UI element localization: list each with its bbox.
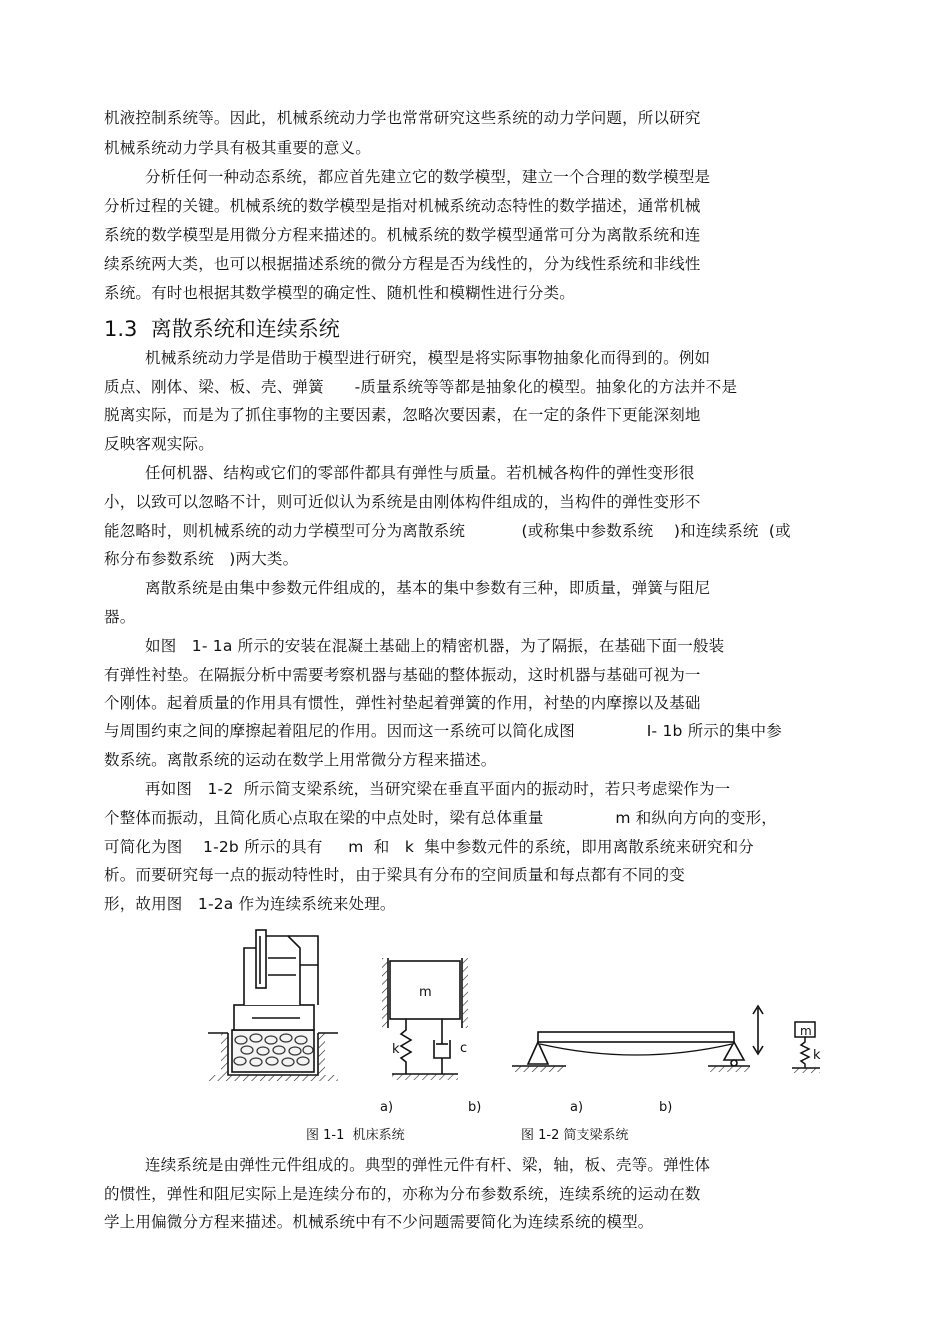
text-line: 形，故用图 1-2a 作为连续系统来处理。 <box>104 895 396 913</box>
text-line: 析。而要研究每一点的振动特性时，由于梁具有分布的空间质量和每点都有不同的变 <box>104 866 685 884</box>
text-line: 离散系统是由集中参数元件组成的，基本的集中参数有三种，即质量，弹簧与阻尼 <box>104 579 711 597</box>
text-line: 如图 1- 1a 所示的安装在混凝土基础上的精密机器，为了隔振，在基础下面一般装 <box>104 637 725 655</box>
text-line: 与周围约束之间的摩擦起着阻尼的作用。因而这一系统可以简化成图 I- 1b 所示的集中参 <box>104 722 782 740</box>
machine-tool-drawing <box>208 930 338 1081</box>
text-line: 个整体而振动，且简化质心点取在梁的中点处时，梁有总体重量 m 和纵向方向的变形， <box>104 809 778 827</box>
sublabel-1-1b: b) <box>468 1100 482 1115</box>
simply-supported-beam-drawing <box>512 1006 763 1072</box>
section-heading: 1.3 离散系统和连续系统 <box>104 317 340 341</box>
figure-caption-1-1: 图 1-1 机床系统 <box>306 1128 405 1143</box>
text-line: 系统的数学模型是用微分方程来描述的。机械系统的数学模型通常可分为离散系统和连 <box>104 226 701 244</box>
sublabel-1-2b: b) <box>659 1100 673 1115</box>
sublabel-1-1a: a) <box>380 1100 394 1115</box>
text-line: 能忽略时，则机械系统的动力学模型可分为离散系统 (或称集中参数系统 )和连续系统 (或 <box>104 522 791 540</box>
text-line: 脱离实际，而是为了抓住事物的主要因素，忽略次要因素，在一定的条件下更能深刻地 <box>104 406 701 424</box>
spring-label: k <box>392 1042 400 1057</box>
text-line: 器。 <box>104 608 136 626</box>
mass-label: m <box>419 985 432 1000</box>
text-line: 机械系统动力学具有极其重要的意义。 <box>104 139 371 157</box>
text-line: 再如图 1-2 所示简支梁系统，当研究梁在垂直平面内的振动时，若只考虑梁作为一 <box>104 780 731 798</box>
text-line: 小，以致可以忽略不计，则可近似认为系统是由刚体构件组成的，当构件的弹性变形不 <box>104 493 701 511</box>
text-line: 有弹性衬垫。在隔振分析中需要考察机器与基础的整体振动，这时机器与基础可视为一 <box>104 666 701 684</box>
text-line: 质点、刚体、梁、板、壳、弹簧 -质量系统等等都是抽象化的模型。抽象化的方法并不是 <box>104 378 738 396</box>
figure-caption-1-2: 图 1-2 简支梁系统 <box>521 1128 629 1143</box>
text-line: 机液控制系统等。因此，机械系统动力学也常常研究这些系统的动力学问题，所以研究 <box>104 109 701 127</box>
text-line: 系统。有时也根据其数学模型的确定性、随机性和模糊性进行分类。 <box>104 284 576 302</box>
text-line: 可简化为图 1-2b 所示的具有 m 和 k 集中参数元件的系统，即用离散系统来研究和分 <box>104 838 754 856</box>
text-line: 称分布参数系统 )两大类。 <box>104 550 299 568</box>
text-line: 学上用偏微分方程来描述。机械系统中有不少问题需要简化为连续系统的模型。 <box>104 1213 654 1231</box>
text-line: 个刚体。起着质量的作用具有惯性，弹性衬垫起着弹簧的作用，衬垫的内摩擦以及基础 <box>104 694 701 712</box>
text-line: 分析任何一种动态系统，都应首先建立它的数学模型，建立一个合理的数学模型是 <box>104 168 711 186</box>
text-line: 任何机器、结构或它们的零部件都具有弹性与质量。若机械各构件的弹性变形很 <box>104 464 695 482</box>
damper-label: c <box>460 1041 468 1056</box>
sublabel-1-2a: a) <box>570 1100 584 1115</box>
text-line: 反映客观实际。 <box>104 435 214 453</box>
beam-mass-label: m <box>800 1024 812 1038</box>
beam-spring-label: k <box>813 1048 821 1063</box>
text-line: 连续系统是由弹性元件组成的。典型的弹性元件有杆、梁，轴，板、壳等。弹性体 <box>104 1156 711 1174</box>
text-line: 的惯性，弹性和阻尼实际上是连续分布的，亦称为分布参数系统，连续系统的运动在数 <box>104 1185 701 1203</box>
text-line: 数系统。离散系统的运动在数学上用常微分方程来描述。 <box>104 751 497 769</box>
text-line: 分析过程的关键。机械系统的数学模型是指对机械系统动态特性的数学描述，通常机械 <box>104 197 701 215</box>
lumped-model-drawing <box>382 958 468 1080</box>
text-line: 机械系统动力学是借助于模型进行研究，模型是将实际事物抽象化而得到的。例如 <box>104 349 711 367</box>
text-line: 续系统两大类，也可以根据描述系统的微分方程是否为线性的，分为线性系统和非线性 <box>104 255 701 273</box>
